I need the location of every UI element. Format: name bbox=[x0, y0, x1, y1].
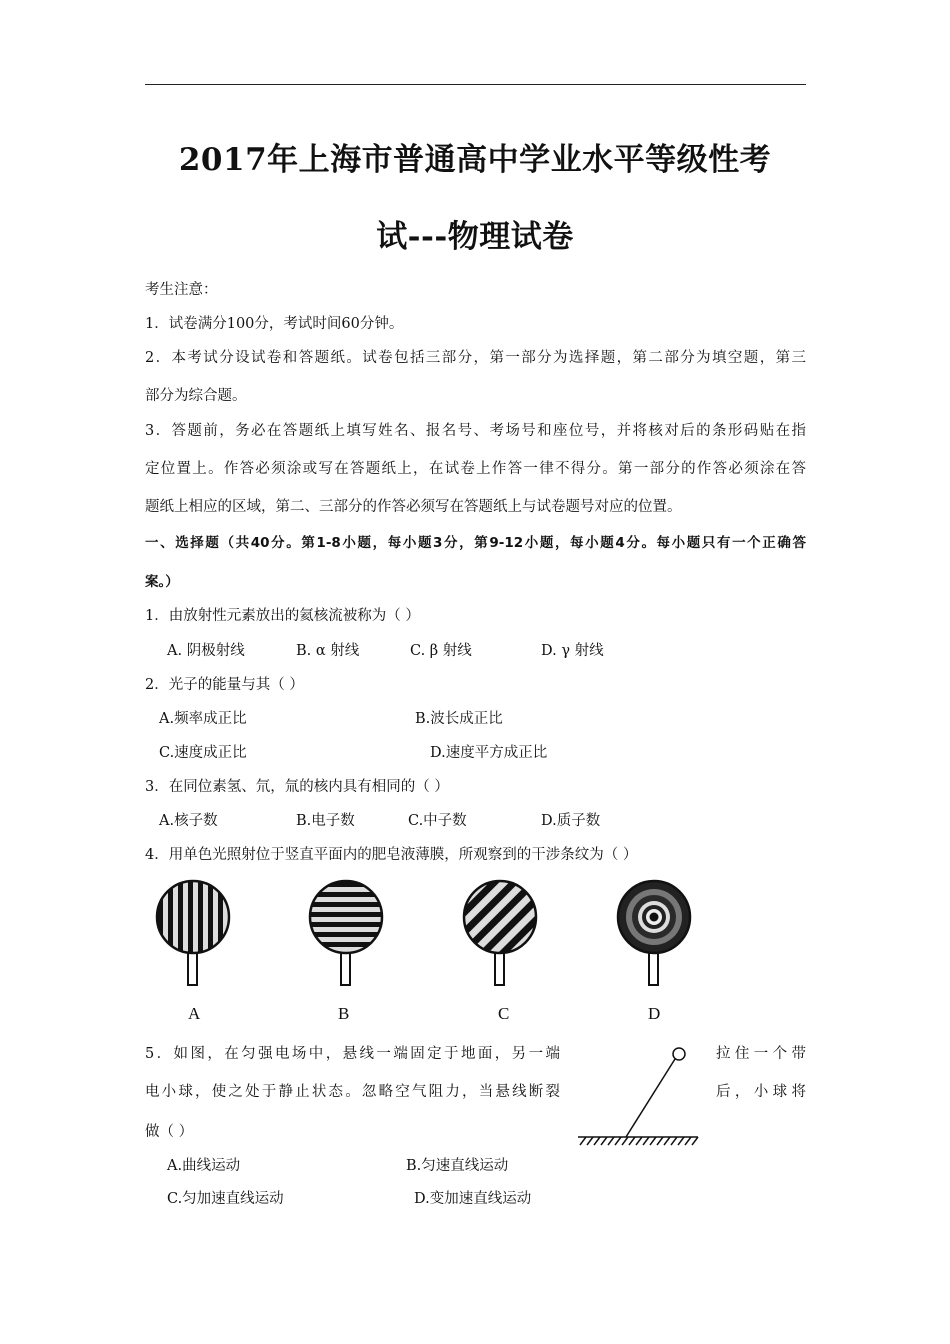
section1-heading-line1: 一、选择题（共40分。第1-8小题，每小题3分，第9-12小题，每小题4分。每小题只有一个正确答 bbox=[145, 535, 806, 551]
figure-label-a: A bbox=[188, 1004, 201, 1023]
figure-d-handle bbox=[649, 953, 658, 985]
question-3-option-b: B.电子数 bbox=[296, 813, 355, 829]
question-5-line2: 电小球，使之处于静止状态。忽略空气阻力，当悬线断裂 bbox=[145, 1084, 560, 1100]
notice-item-3-line3: 题纸上相应的区域，第二、三部分的作答必须写在答题纸上与试卷题号对应的位置。 bbox=[145, 499, 682, 515]
notice-heading: 考生注意： bbox=[145, 282, 218, 298]
question-1-stem: 1．由放射性元素放出的氦核流被称为（ ） bbox=[145, 608, 420, 624]
notice-item-3-line1: 3．答题前，务必在答题纸上填写姓名、报名号、考场号和座位号，并将核对后的条形码贴在指 bbox=[145, 423, 806, 439]
question-3-option-c: C.中子数 bbox=[408, 813, 467, 829]
question-1-option-c: C. β 射线 bbox=[410, 643, 472, 659]
question-5-option-b: B.匀速直线运动 bbox=[406, 1158, 509, 1174]
question-4-stem: 4．用单色光照射位于竖直平面内的肥皂液薄膜，所观察到的干涉条纹为（ ） bbox=[145, 847, 638, 863]
question-5-line2-tail: 后，小球将 bbox=[716, 1084, 806, 1100]
fringe-figure-d bbox=[618, 881, 690, 985]
question-1-option-d: D. γ 射线 bbox=[541, 643, 604, 659]
pendulum-field-figure bbox=[578, 1048, 698, 1145]
charged-ball bbox=[673, 1048, 685, 1060]
question-2-stem: 2．光子的能量与其（ ） bbox=[145, 677, 304, 693]
figure-label-d: D bbox=[648, 1004, 661, 1023]
suspension-string bbox=[626, 1059, 675, 1137]
figure-label-c: C bbox=[498, 1004, 510, 1023]
fringe-figure-b bbox=[308, 879, 384, 985]
ground-hatching bbox=[580, 1137, 698, 1145]
question-3-option-d: D.质子数 bbox=[541, 813, 601, 829]
notice-item-2-line1: 2．本考试分设试卷和答题纸。试卷包括三部分，第一部分为选择题，第二部分为填空题，第三 bbox=[145, 350, 806, 366]
question-2-option-b: B.波长成正比 bbox=[415, 711, 503, 727]
question-5-option-c: C.匀加速直线运动 bbox=[167, 1191, 284, 1207]
question-1-option-b: B. α 射线 bbox=[296, 643, 360, 659]
exam-title-line2: 试---物理试卷 bbox=[376, 219, 574, 255]
figure-b-handle bbox=[341, 953, 350, 985]
question-3-option-a: A.核子数 bbox=[159, 813, 218, 829]
exam-title-line1: 2017年上海市普通高中学业水平等级性考 bbox=[178, 142, 772, 178]
question-5-line1: 5．如图，在匀强电场中，悬线一端固定于地面，另一端 bbox=[145, 1046, 560, 1062]
figure-c-handle bbox=[495, 953, 504, 985]
section1-heading-line2: 案。） bbox=[145, 574, 179, 590]
question-2-option-c: C.速度成正比 bbox=[159, 745, 247, 761]
figure-label-b: B bbox=[338, 1004, 350, 1023]
question-5-option-d: D.变加速直线运动 bbox=[414, 1191, 532, 1207]
notice-item-2-line2: 部分为综合题。 bbox=[145, 388, 247, 404]
question-5-line1-tail: 拉住一个带 bbox=[716, 1046, 806, 1062]
question-2-option-d: D.速度平方成正比 bbox=[430, 745, 548, 761]
fringe-figure-a bbox=[155, 879, 233, 985]
notice-item-3-line2: 定位置上。作答必须涂或写在答题纸上，在试卷上作答一律不得分。第一部分的作答必须涂在答 bbox=[145, 461, 806, 477]
question-5-option-a: A.曲线运动 bbox=[167, 1158, 241, 1174]
fringe-figure-c bbox=[429, 846, 570, 987]
question-3-stem: 3．在同位素氢、氘，氚的核内具有相同的（ ） bbox=[145, 779, 449, 795]
question-5-line3: 做（ ） bbox=[145, 1124, 194, 1140]
notice-item-1: 1．试卷满分100分，考试时间60分钟。 bbox=[145, 316, 404, 332]
question-2-option-a: A.频率成正比 bbox=[159, 711, 247, 727]
question-1-option-a: A. 阴极射线 bbox=[167, 643, 245, 659]
figure-a-handle bbox=[188, 953, 197, 985]
